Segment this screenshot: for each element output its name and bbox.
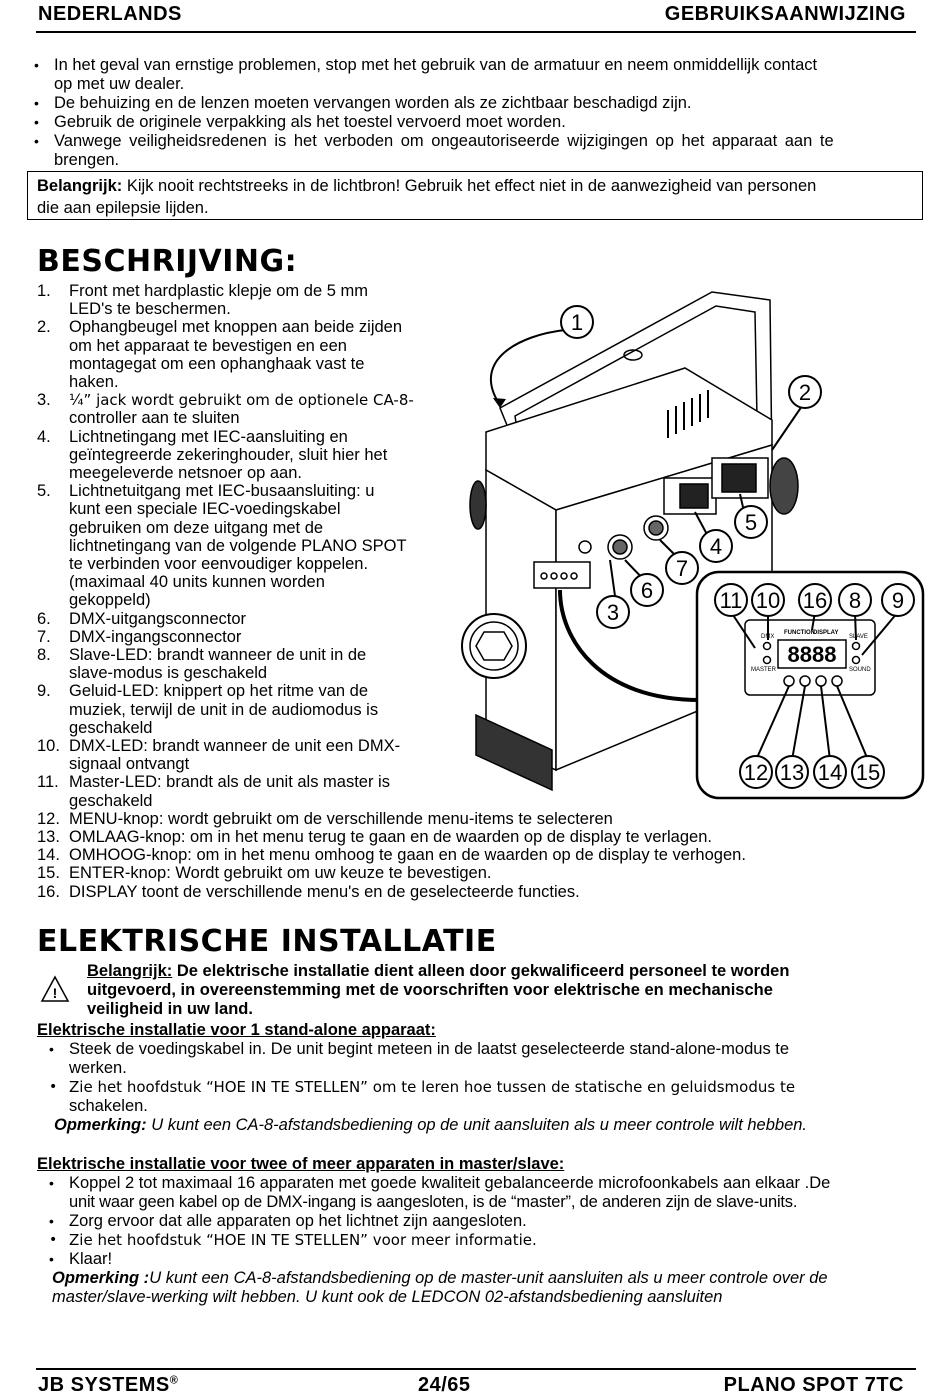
footer-registered: ® bbox=[169, 1374, 179, 1387]
description-item-text: OMHOOG-knop: om in het menu omhoog te gaan en de waarden op de display te verhogen. bbox=[69, 846, 746, 865]
list-item: • Steek de voedingskabel in. De unit begint meteen in de laatst geselecteerde stand-alone-modus te bbox=[69, 1040, 789, 1058]
callout-label: 15 bbox=[855, 760, 881, 785]
description-item-text: ¼” jack wordt gebruikt om de optionele CA-8- bbox=[69, 391, 414, 410]
description-item-text: LED's te beschermen. bbox=[69, 300, 231, 319]
description-item-number: 11. bbox=[37, 773, 59, 792]
note-label: Opmerking : bbox=[52, 1269, 150, 1287]
important-line-1 bbox=[37, 177, 816, 195]
warning-text: De elektrische installatie dient alleen door gekwalificeerd personeel te worden bbox=[172, 962, 790, 980]
list-item-cont: op met uw dealer. bbox=[54, 75, 185, 93]
description-item-number: 4. bbox=[37, 427, 51, 446]
warning-line-2: uitgevoerd, in overeenstemming met de voorschriften voor elektrische en mechanische bbox=[87, 981, 773, 999]
description-item-text: om het apparaat te bevestigen en een bbox=[69, 336, 347, 355]
description-item-number: 5. bbox=[37, 482, 51, 501]
subsection-title: Elektrische installatie voor 1 stand-alone apparaat: bbox=[37, 1021, 436, 1039]
label-display: DISPLAY bbox=[813, 630, 839, 636]
callout-label: 1 bbox=[570, 310, 584, 335]
description-item-text: meegeleverde netsnoer op aan. bbox=[69, 464, 302, 482]
description-item-number: 16. bbox=[37, 882, 60, 901]
description-item-number: 6. bbox=[37, 609, 51, 628]
description-item-number: 9. bbox=[37, 682, 51, 701]
display-digits: 8888 bbox=[787, 642, 837, 667]
description-item-number: 15. bbox=[37, 864, 60, 883]
list-item-cont: werken. bbox=[69, 1059, 127, 1077]
list-item: • De behuizing en de lenzen moeten vervangen worden als ze zichtbaar beschadigd zijn. bbox=[54, 94, 692, 112]
list-item: • Klaar! bbox=[69, 1250, 112, 1268]
knob-right bbox=[770, 458, 798, 514]
footer-page: 24/65 bbox=[418, 1374, 471, 1396]
header-right: GEBRUIKSAANWIJZING bbox=[664, 3, 906, 25]
label-slave: SLAVE bbox=[849, 634, 868, 640]
callout-label: 14 bbox=[817, 760, 843, 785]
description-item-text: montagegat om een ophanghaak vast te bbox=[69, 354, 365, 373]
description-item-text: MENU-knop: wordt gebruikt om de verschillende menu-items te selecteren bbox=[69, 809, 613, 828]
header-rule bbox=[36, 31, 916, 33]
list-item: • Zie het hoofdstuk “HOE IN TE STELLEN” om te leren hoe tussen de statische en geluidsmodus te bbox=[69, 1078, 795, 1096]
mini-panel bbox=[534, 562, 590, 588]
warning-line-3: veiligheid in uw land. bbox=[87, 1000, 253, 1018]
description-item-text: DISPLAY toont de verschillende menu's en de geselecteerde functies. bbox=[69, 882, 580, 901]
description-item-number: 12. bbox=[37, 809, 60, 828]
description-item-text: DMX-ingangsconnector bbox=[69, 627, 242, 646]
important-box bbox=[27, 171, 923, 220]
description-item-number: 1. bbox=[37, 282, 51, 300]
description-item-text: Front met hardplastic klepje om de 5 mm bbox=[69, 282, 368, 300]
callout-label: 16 bbox=[802, 588, 828, 613]
description-item-number: 8. bbox=[37, 646, 51, 664]
section-title-description: BESCHRIJVING: bbox=[37, 244, 298, 279]
description-item-number: 10. bbox=[37, 737, 60, 755]
description-item-text: geïntegreerde zekeringhouder, sluit hier het bbox=[69, 445, 388, 464]
callout-label: 5 bbox=[744, 510, 758, 535]
callout-label: 7 bbox=[675, 556, 689, 581]
description-item-text: slave-modus is geschakeld bbox=[69, 664, 268, 683]
section-title-electrical: ELEKTRISCHE INSTALLATIE bbox=[37, 924, 497, 959]
important-label: Belangrijk: bbox=[37, 177, 123, 195]
warning-line-1 bbox=[87, 962, 789, 980]
footer-rule bbox=[36, 1368, 916, 1370]
description-item-text: Slave-LED: brandt wanneer de unit in de bbox=[69, 646, 367, 664]
description-item-number: 2. bbox=[37, 318, 51, 337]
list-item: • Vanwege veiligheidsredenen is het verboden om ongeautoriseerde wijzigingen op het apparaat aan te bbox=[54, 132, 834, 150]
description-item-text: geschakeld bbox=[69, 718, 153, 737]
svg-text:!: ! bbox=[52, 985, 58, 1001]
header-left: NEDERLANDS bbox=[38, 3, 182, 25]
description-item-text: Ophangbeugel met knoppen aan beide zijden bbox=[69, 318, 403, 337]
description-item-number: 14. bbox=[37, 846, 60, 865]
description-item-text: lichtnetingang van de volgende PLANO SPOT bbox=[69, 536, 407, 555]
label-function: FUNCTION bbox=[784, 630, 815, 636]
description-item-text: haken. bbox=[69, 373, 119, 391]
list-item-cont: schakelen. bbox=[69, 1097, 148, 1115]
jack bbox=[579, 541, 591, 553]
list-item: • Gebruik de originele verpakking als het toestel vervoerd moet worden. bbox=[54, 113, 566, 131]
description-item-text: ENTER-knop: Wordt gebruikt om uw keuze te bevestigen. bbox=[69, 864, 492, 883]
callout-label: 10 bbox=[755, 588, 781, 613]
callout-label: 11 bbox=[719, 588, 743, 613]
description-item-number: 3. bbox=[37, 391, 51, 410]
callout-label: 13 bbox=[779, 760, 805, 785]
note-text: U kunt een CA-8-afstandsbediening op de master-unit aansluiten als u meer controle over de bbox=[149, 1269, 828, 1287]
label-master: MASTER bbox=[751, 667, 777, 673]
note-line bbox=[54, 1116, 807, 1134]
footer-brand-name: JB SYSTEMS bbox=[38, 1374, 170, 1396]
description-item-text: Lichtnetuitgang met IEC-busaansluiting: u bbox=[69, 482, 375, 501]
description-item-number: 13. bbox=[37, 828, 60, 846]
description-item-text: OMLAAG-knop: om in het menu terug te gaan en de waarden op de display te verlagen. bbox=[69, 828, 712, 846]
description-item-text: Geluid-LED: knippert op het ritme van de bbox=[69, 682, 368, 701]
callout-label: 4 bbox=[709, 534, 723, 559]
description-item-text: DMX-LED: brandt wanneer de unit een DMX- bbox=[69, 737, 401, 755]
note-line-cont: master/slave-werking wilt hebben. U kunt ook de LEDCON 02-afstandsbediening aansluiten bbox=[52, 1288, 723, 1306]
callout-label: 8 bbox=[848, 588, 862, 613]
list-item-cont: brengen. bbox=[54, 151, 120, 169]
important-line-2: die aan epilepsie lijden. bbox=[37, 199, 209, 217]
description-item-text: muziek, terwijl de unit in de audiomodus is bbox=[69, 700, 379, 719]
note-text: U kunt een CA-8-afstandsbediening op de unit aansluiten als u meer controle wilt hebben. bbox=[146, 1116, 808, 1134]
description-item-text: gebruiken om deze uitgang met de bbox=[69, 518, 324, 537]
description-item-text: (maximaal 40 units kunnen worden bbox=[69, 573, 325, 592]
note-line bbox=[52, 1269, 828, 1287]
device-figure bbox=[440, 290, 930, 810]
callout-label: 3 bbox=[606, 600, 620, 625]
note-label: Opmerking: bbox=[54, 1116, 147, 1134]
list-item: • Zorg ervoor dat alle apparaten op het lichtnet zijn aangesloten. bbox=[69, 1212, 527, 1230]
warning-icon bbox=[40, 975, 70, 1003]
callout-label: 12 bbox=[743, 760, 769, 785]
description-item-text: kunt een speciale IEC-voedingskabel bbox=[69, 500, 341, 519]
list-item: • In het geval van ernstige problemen, stop met het gebruik van de armatuur en neem onmiddellijk contact bbox=[54, 56, 817, 74]
description-item-text: DMX-uitgangsconnector bbox=[69, 609, 247, 628]
list-item: • Koppel 2 tot maximaal 16 apparaten met goede kwaliteit gebalanceerde microfoonkabels aan elkaar .De bbox=[69, 1174, 830, 1192]
pointer-2 bbox=[772, 406, 802, 450]
description-item-text: gekoppeld) bbox=[69, 591, 151, 610]
description-item-text: Master-LED: brandt als de unit als master is bbox=[69, 773, 390, 792]
important-text: Kijk nooit rechtstreeks in de lichtbron! Gebruik het effect niet in de aanwezigheid van personen bbox=[122, 177, 817, 195]
callout-label: 6 bbox=[640, 578, 654, 603]
list-item: • Zie het hoofdstuk “HOE IN TE STELLEN” voor meer informatie. bbox=[69, 1231, 537, 1249]
footer-brand bbox=[38, 1374, 178, 1397]
description-item-text: signaal ontvangt bbox=[69, 755, 190, 774]
description-item-text: geschakeld bbox=[69, 791, 153, 810]
list-item-cont: unit waar geen kabel op de DMX-ingang is aangesloten, is de “master”, de anderen zijn de slave-units. bbox=[69, 1193, 798, 1211]
description-item-number: 7. bbox=[37, 627, 51, 646]
description-item-text: controller aan te sluiten bbox=[69, 409, 240, 428]
label-sound: SOUND bbox=[849, 667, 871, 673]
warning-label: Belangrijk: bbox=[87, 962, 173, 980]
callout-label: 9 bbox=[891, 588, 905, 613]
knob-left-back bbox=[470, 481, 486, 529]
subsection-title: Elektrische installatie voor twee of meer apparaten in master/slave: bbox=[37, 1155, 565, 1173]
footer-product: PLANO SPOT 7TC bbox=[723, 1374, 904, 1396]
label-dmx: DMX bbox=[761, 634, 775, 640]
description-item-text: Lichtnetingang met IEC-aansluiting en bbox=[69, 427, 348, 446]
description-item-text: te verbinden voor eenvoudiger koppelen. bbox=[69, 555, 369, 573]
callout-label: 2 bbox=[798, 380, 812, 405]
